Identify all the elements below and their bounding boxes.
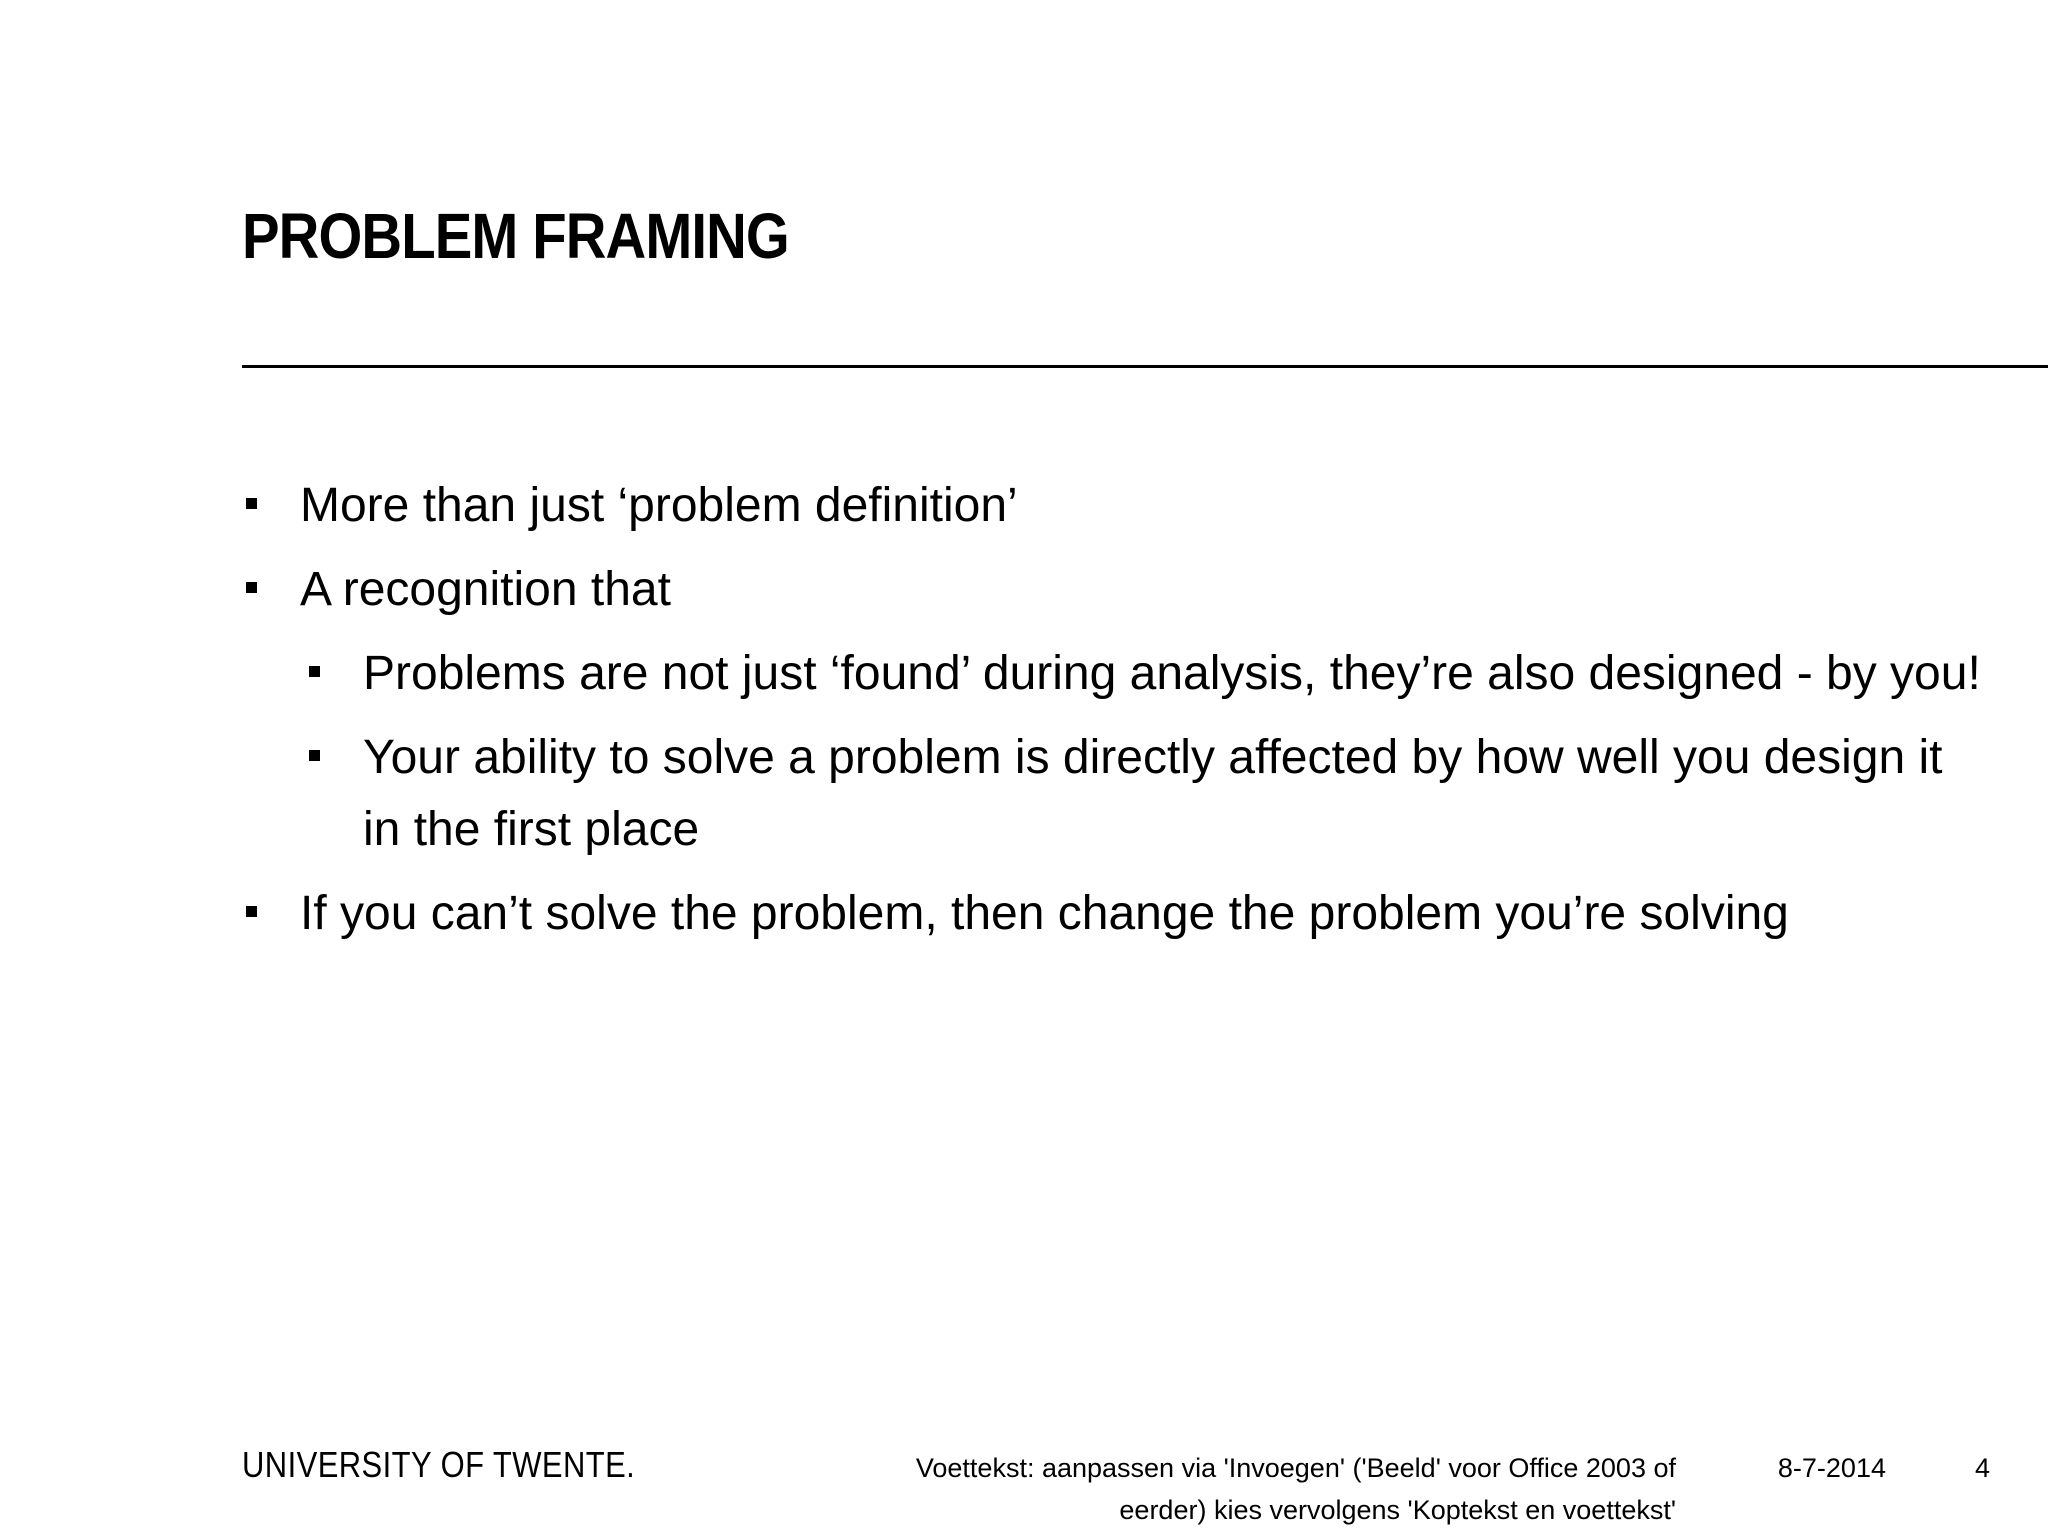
bullet-list — [242, 470, 1982, 962]
bullet-text: Problems are not just ‘found’ during analysis, they’re also designed - by you! — [363, 647, 1981, 700]
bullet-item — [242, 554, 1982, 626]
bullet-item — [242, 878, 1982, 950]
footer-date: 8-7-2014 — [1777, 1453, 1886, 1483]
page-number: 4 — [1974, 1453, 1990, 1483]
sub-bullet-item — [305, 638, 1982, 710]
title-divider — [242, 365, 2048, 368]
square-bullet-icon — [246, 582, 257, 593]
bullet-text: Your ability to solve a problem is directly affected by how well you design it in the first place — [363, 731, 1943, 856]
square-bullet-icon — [309, 750, 320, 761]
square-bullet-icon — [246, 498, 257, 509]
bullet-item — [242, 470, 1982, 542]
bullet-text: If you can’t solve the problem, then change the problem you’re solving — [300, 887, 1789, 940]
bullet-text: A recognition that — [300, 563, 671, 616]
university-logo: UNIVERSITY OF TWENTE. — [242, 1444, 636, 1485]
sub-bullet-item — [305, 722, 1982, 866]
square-bullet-icon — [246, 906, 257, 917]
square-bullet-icon — [309, 666, 320, 677]
footer-note: Voettekst: aanpassen via 'Invoegen' ('Beeld' voor Office 2003 of eerder) kies vervolgens 'Koptekst en voettekst' — [915, 1453, 1676, 1525]
bullet-text: More than just ‘problem definition’ — [300, 479, 1018, 532]
slide-title: PROBLEM FRAMING — [242, 200, 789, 272]
